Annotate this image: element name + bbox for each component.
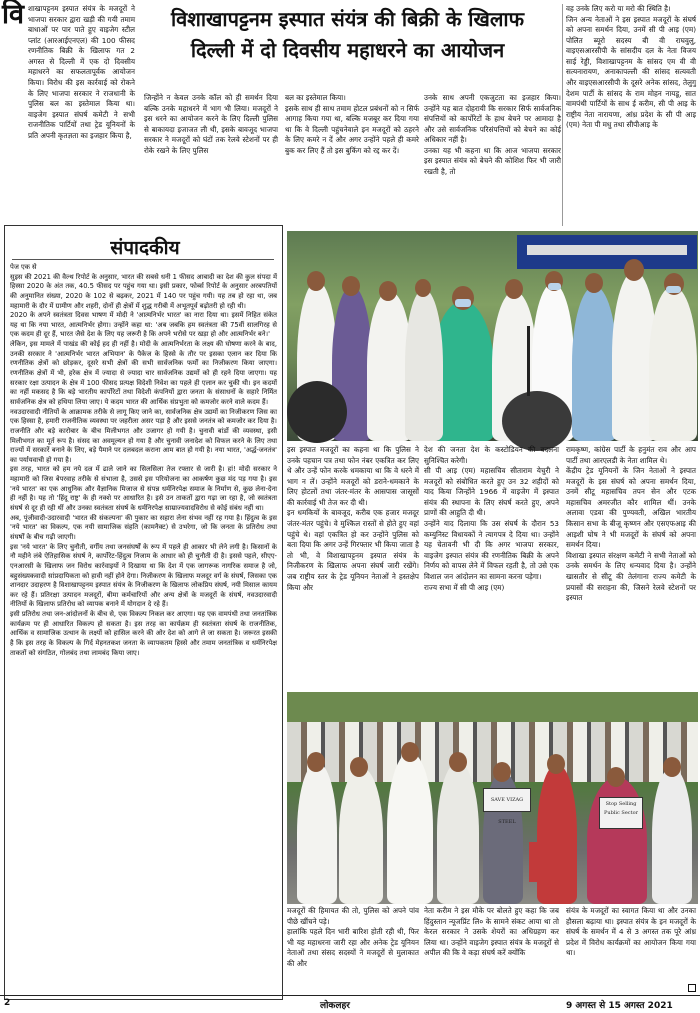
page-number: 2 <box>4 998 11 1008</box>
chair <box>529 842 549 882</box>
editorial-title: संपादकीय <box>110 237 180 259</box>
mask <box>548 283 561 290</box>
mask <box>455 299 471 307</box>
face <box>379 281 397 301</box>
intro-column-1: शाखापट्टनम इस्पात संयंत्र के मजदूरों ने भाजपा सरकार द्वारा खड़ी की गयी तमाम बाधाओं पर पार पाते हुए वाइजेग स्टील प्लांट (आरआईएनएल) की 100 फीसद रणनीतिक बिक्री के खिलाफ गत 2 अगस्त से दिल्ली में एक दो दिवसीय महाधरने का सफलतापूर्वक आयोजन किया। विरोध की इस कार्रवाई को रोकने के लिए भाजपा सरकार ने राजधानी के पुलिस बल का इस्तेमाल किया था। वाइजेग इस्पात संघर्ष कमेटी ने सभी राजनीतिक पार्टियों तथा ट्रेड यूनियनों के प्रति अपनी कृतज्ञता का इजहार किया है, <box>28 4 135 140</box>
banner-strip <box>527 245 687 255</box>
face <box>307 752 325 772</box>
face <box>585 273 603 293</box>
person <box>387 752 433 904</box>
bottom-column-1: मजदूरों की हिमायत की तो, पुलिस को अपने पांव पीछे खींचने पड़े। हालांकि पहले दिन भारी बारिश होती रही थी, फिर भी यह महाधरना जारी रहा और अनेक ट्रेड यूनियन नेताओं तथा संसद सदस्यों ने मजदूरों से मुलाकात की और <box>287 906 419 968</box>
person <box>297 762 337 904</box>
crowd-head <box>287 381 347 443</box>
drop-cap: वि <box>2 0 25 30</box>
headline <box>135 4 560 66</box>
paper-name: लोकलहर <box>320 1001 350 1011</box>
person <box>572 286 617 441</box>
middle-column-3: रामकृष्ण, कांग्रेस पार्टी के हनुमंत राव और आप पार्टी तथा आरएलडी के नेता शामिल थे। केंद्रीय ट्रेड यूनियनों के जिन नेताओं ने इस्पात मजदूरों के इस संघर्ष को अपना समर्थन दिया, उनमें सीटू महासचिव तपन सेन और एटक महासचिव अमरजीत कौर शामिल थीं। उनके अलावा एडवा की पुण्यवती, अखिल भारतीय किसान सभा के बीजू कृष्णन और एसएफआइ की आइशी घोष ने भी मजदूरों के संघर्ष को अपना समर्थन दिया। विशाखा इस्पात संरक्षण कमेटी ने सभी नेताओं को उनके समर्थन के लिए धन्यवाद दिया है। उन्होंने खासतौर से सीटू की तेलंगाना राज्य कमेटी के प्रयासों की सराहना की, जिसने रेलवे स्टेशनों पर इस्पात <box>566 445 696 603</box>
placard-2: Stop Selling Public Sector <box>599 797 643 829</box>
face <box>415 279 431 297</box>
bottom-column-2: नेता करीम ने इस मौके पर बोलते हुए कहा कि जब हिंदुस्तान न्यूजप्रिंट लि० के सामने संकट आया था तो केरल सरकार ने उसके शेयरों का अधिग्रहण कर लिया था। उन्होंने वाइजेग इस्पात संयंत्र के मजदूरों से अपील की कि वे कड़ा संघर्ष करें क्योंकि <box>424 906 559 958</box>
column-rule <box>562 4 563 226</box>
intro-column-2: जिन्होंने न केवल उनके कॉल को ही समर्थन दिया बल्कि उनके महाधरने में भाग भी लिया। मजदूरों ने इस धरने का आयोजन करने के लिए दिल्ली पुलिस से बाकायदा इजाजत ली थी, इसके बावजूद भाजपा सरकार ने मजदूरों को घंटों तक रेलवे स्टेशनों पर ही रोके रखने के लिए पुलिस <box>144 93 278 155</box>
top-photo <box>287 231 698 441</box>
end-mark <box>688 984 696 992</box>
face <box>493 762 511 782</box>
face <box>449 752 467 772</box>
crowd-head <box>502 391 572 451</box>
editorial-title-underline <box>12 259 274 260</box>
footer-rule <box>0 995 700 996</box>
face <box>624 259 644 281</box>
mask <box>666 286 681 293</box>
placard-1: SAVE VIZAG STEEL <box>483 788 531 812</box>
person <box>437 762 479 904</box>
person <box>405 289 443 441</box>
face <box>607 767 625 787</box>
face <box>350 757 368 777</box>
bottom-photo <box>287 692 698 904</box>
person <box>649 286 697 441</box>
bottom-column-3: संयंत्र के मजदूरों का स्वागत किया था और उनका हौसला बढ़ाया था। इस्पात संयंत्र के इन मजदूरों के संघर्ष के समर्थन में 4 से 3 अगस्त तक पूरे आंध्र प्रदेश में विरोध कार्यक्रमों का आयोजन किया गया था। <box>566 906 696 958</box>
face <box>663 757 681 777</box>
issue-date: 9 अगस्त से 15 अगस्त 2021 <box>566 1001 673 1011</box>
face <box>307 271 325 291</box>
person <box>652 767 692 904</box>
person <box>537 764 577 904</box>
person <box>339 767 383 904</box>
tent-canopy <box>287 692 698 722</box>
right-top-column: वह उनके लिए करो या मरो की स्थिति है। जिन अन्य नेताओं ने इस इस्पात मजदूरों के संघर्ष को अपना समर्थन दिया, उनमें सी पी आइ (एम) पोलित ब्यूरो सदस्य बी वी राघवुलु, वाइएसआरसीपी के सांसदीय दल के नेता विजय साई रेड्डी, विशाखापट्टनम के सांसद एम वी वी सत्यनारायण, अनाकापल्ली की सांसद सत्यवती और वाइएसआरसीपी के दूसरे अनेक सांसद, तेलुगु देशम पार्टी के सांसद के राम मोहन नायडू, सात वामपंथी पार्टियों के साथ ई करीम, सी पी आइ के राष्ट्रीय नेता नारायणा, आंध्र प्रदेश के सी पी आइ (एम) नेता पी मधु तथा सीपीआइ के <box>566 4 696 130</box>
face <box>342 276 360 296</box>
editorial-body: पेज एक से सुइस की 2021 की वैल्थ रिपोर्ट के अनुसार, भारत की सबसे धनी 1 फीसद आबादी का देश की कुल संपदा में हिस्सा 2020 के अंत तक, 40.5 फीसद पर पहुंच गया था। इसी प्रकार, फोर्ब्स रिपोर्ट के अनुसार अरबपतियों की अनुमानित संख्या, 2020 के 102 से बढ़कर, 2021 में 140 पर पहुंच गयी। यह तब हो रहा था, जब महामारी के दौर में ग्रामीण और शहरी, दोनों ही क्षेत्रों में शुद्ध गरीबी में अभूतपूर्व बढ़ोतरी हो रही थी। 2020 के अपने स्वतंत्रता दिवस भाषण में मोदी ने 'आत्मनिर्भर भारत' का नारा दिया था। इसमें निहित संकेत यह था कि नया भारत, आत्मनिर्भर होगा। उन्होंने कहा था: 'अब जबकि हम स्वतंत्रता की 75वीं सालगिरह से एक कदम ही दूर हैं, भारत जैसे देश के लिए यह जरूरी है कि अपने भरोसे पर खड़ा हो और आत्मनिर्भर बने।' लेकिन, इस मामले में पाखंड की कोई हद ही नहीं है। मोदी के आत्मनिर्भरता के लक्ष्य की घोषणा करने के बाद, उनकी सरकार ने 'आत्मनिर्भर भारत अभियान' के पैकेज के हिस्से के तौर पर इसका एलान कर दिया कि रणनीतिक क्षेत्रों को छोड़कर, दूसरे सभी क्षेत्रों की सभी सार्वजनिक फर्मों का निजीकरण किया जाएगा। रणनीतिक क्षेत्रों में भी, हरेक क्षेत्र में ज्यादा से ज्यादा चार सार्वजनिक उद्यमों को ही रहने दिया जाएगा। यह सरकार रक्षा उत्पादन के क्षेत्र में 100 फीसद प्रत्यक्ष विदेशी निवेश का पहले ही एलान कर चुकी थी। इन कदमों का नहीं मकसद है कि बड़े भारतीय कार्पोरेटों तथा विदेशी कंपनियों द्वारा जनता के संसाधनों के सहारे निर्मित सार्वजनिक क्षेत्र को हथिया लिया जाए। ये कदम भारत की आर्थिक संप्रभुता को कमजोर करने वाले कदम हैं। नवउदारवादी नीतियों के आक्रामक तरीके से लागू किए जाने का, सार्वजनिक क्षेत्र उद्यमों का निजीकरण जिस का एक हिस्सा है, हमारी राजनीतिक व्यवस्था पर जहरीला असर पड़ा है और इससे जनतंत्र को कमजोर कर दिया है। राजनीति और बड़े कारोबार के बीच मिलीभगत और उजागर हो गयी है। चुनावी बांडों की व्यवस्था, इसी मिलीभगत का मूर्त रूप है। संसद का अवमूल्यन हो गया है और चुनावी जनादेश को विफल करने के लिए तथा राज्यों में सरकारें बनाने के लिए, बड़े पैमाने पर दलबदल कराना आम बात हो गयी है। नया भारत, 'अर्द्ध-जनतंत्र' का पर्यायवाची हो गया है। इस तरह, भारत को हम नये दल्र में ढाले जाने का सिलसिला तेज रफ्तार से जारी है। हां! मोदी सरकार ने महामारी को जिस बेपरवाह तरीके से संभाला है, उससे इस परियोजना का आकर्षण कुछ मंद पड़ गया है। इस 'नये भारत' का एक आधुनिक और वैज्ञानिक मिजाज से संपन्न धर्मनिरपेक्ष समाज के निर्माण से, कुछ लेना-देना ही नहीं है। यह तो 'हिंदू राष्ट्र' के ही नक्शे पर आधारित है। इसे उन ताकतों द्वारा गढ़ा जा रहा है, जो स्वतंत्रता संघर्ष से दूर ही रही थीं और उनका स्वतंत्रता संघर्ष के धर्मनिरपेक्ष साम्राज्यवादविरोध से कोई संबंध नहीं था। अब, पूंजीवादी-उदारवादी 'भारत की संकल्पना' की पुकार का सहारा लेना संभव नहीं रह गया है। हिंदुत्व के इस 'नये भारत' का विकल्प, एक नयी सामाजिक संहति (कामनैक्ट) से उभरेगा, जो कि जनता के प्रतिरोध तथा संघर्षों के बीच गढ़ी जाएगी। इस 'नये भारत' के लिए चुनौती, वर्गीय तथा जनसंघर्षों के रूप में पहले ही आकार भी लेने लगी है। किसानों के नौ महीने लंबे ऐतिहासिक संघर्ष ने, कार्पोरेट-हिंदुत्व निजाम के आधार को ही चुनौती दी है। इससे पहले, सीएए-एनआरसी के खिलाफ जन विरोध कार्रवाइयों ने दिखाया था कि देश में एक जागरूक नागरिक समाज है जो, बहुसंख्यकवादी सांप्रदायिकता को हावी नहीं होने देगा। निजीकरण के खिलाफ मजदूर वर्ग के संघर्ष, जिसका एक शानदार उदाहरण है विशाखापट्टनम इस्पात संयंत्र के निजीकरण के खिलाफ लोकप्रिय संघर्ष, नयी मिसाल कायम कर रहे हैं। प्रतिरक्षा उत्पादन मजदूरों, बीमा कर्मचारियों और अन्य क्षेत्रों के मजदूरों के संघर्ष, नवउदारवादी नीतियों के खिलाफ प्रतिरोध को व्यापक बनाने में योगदान दे रहे हैं। इसी प्रतिरोध तथा जन-आंदोलनों के बीच से, एक विकल्प निकल कर आएगा। यह एक वामपंथी तथा जनतांत्रिक कार्यक्रम पर ही आधारित विकल्प हो सकता है। इस तरह का कार्यक्रम ही स्वतंत्रता संघर्ष के राजनीतिक, आर्थिक व सामाजिक उत्थान के लक्ष्यों को हासिल करने की ओर देश को आगे ले जा सकता है। जरूरत इसकी है कि इस तरह के विकल्प के गिर्द मेहनतकश जनता के व्यापकतम हिस्से और तमाम जनतांत्रिक व धर्मनिरपेक्ष ताकतों को संगठित, गोलबंद तथा लामबंद किया जाए। <box>10 263 277 657</box>
face <box>401 742 419 762</box>
intro-column-1-cont <box>4 28 135 220</box>
face <box>505 279 523 299</box>
microphone-stand <box>527 326 530 396</box>
headline-line-1: विशाखापट्टनम इस्पात संयंत्र की बिक्री के खिलाफ <box>170 7 525 31</box>
middle-column-2: देश की जनता देश के कस्टोडियन की बदलना सुनिश्चित करेगी। सी पी आइ (एम) महासचिव सीताराम येचुरी ने मजदूरों को संबोधित करते हुए उन 32 शहीदों को याद किया जिन्होंने 1966 में वाइजेग में इस्पात संयंत्र की स्थापना के लिए संघर्ष करते हुए, अपने प्राणों की आहुति दी थी। उन्होंने याद दिलाया कि उस संघर्ष के दौरान 53 कम्युनिस्ट विधायकों ने त्यागपत्र दे दिया था। उन्होंने यह चेतावनी भी दी कि अगर भाजपा सरकार, वाइजेग इस्पात संयंत्र की रणनीतिक बिक्री के अपने निर्णय को वापस लेने में विफल रहती है, तो उसे एक विशाल जन आंदोलन का सामना करना पड़ेगा। राज्य सभा में सी पी आइ (एम) <box>424 445 559 592</box>
headline-line-2: दिल्ली में दो दिवसीय महाधरने का आयोजन <box>190 38 505 62</box>
intro-column-3: बल का इस्तेमाल किया। इसके साथ ही साथ तमाम होटल प्रबंधनों को न सिर्फ आगाह किया गया था, बल्कि मजबूर कर दिया गया था कि वे दिल्ली पहुंचनेवाले इन मजदूरों को ठहरने के लिए कमरे न दें और अगर उन्होंने पहले ही कमरे बुक कर लिए हैं तो इस बुकिंग को रद्द कर दें। <box>285 93 419 155</box>
intro-column-4: उनके साथ अपनी एकजुटता का इजहार किया। उन्होंने यह बात दोहरायी कि सरकार सिर्फ सार्वजनिक संपत्तियों को कार्पोरेटों के हाथ बेचने पर आमादा है और उसे सार्वजनिक परिसंपत्तियों को बेचने का कोई अधिकार नहीं है। उनका यह भी कहना था कि आज भाजपा सरकार इस इस्पात संयंत्र को बेचने की कोशिश फिर भी जारी रखती है, तो <box>424 93 561 177</box>
face <box>547 754 565 774</box>
middle-column-1: इस इस्पात मजदूरों का कहना था कि पुलिस ने उनके पहचान पत्र तथा फोन नंबर एकत्रित कर लिए थे और उन्हें फोन करके धमकाया था कि वे धरने में भाग न लें। उन्होंने मजदूरों को डराने-धमकाने के लिए होटलों तथा जंतर-मंतर के आसपास जासूसों की कार्रवाई भी तेज कर दी थी। इन धमकियों के बावजूद, करीब एक हजार मजदूर जंतर-मंतर पहुंचे। वे मुश्किल रास्तों से होते हुए वहां पहुंचे थे। वहां एकत्रित हो कर उन्होंने पुलिस को बता दिया कि अगर उन्हें गिरफ्तार भी किया जाता है तो भी, वे विशाखापट्टनम इस्पात संयंत्र के निजीकरण के खिलाफ अपना संघर्ष जारी रखेंगे। जब राष्ट्रीय स्तर के ट्रेड यूनियन नेताओं ने हस्तक्षेप किया और <box>287 445 419 592</box>
